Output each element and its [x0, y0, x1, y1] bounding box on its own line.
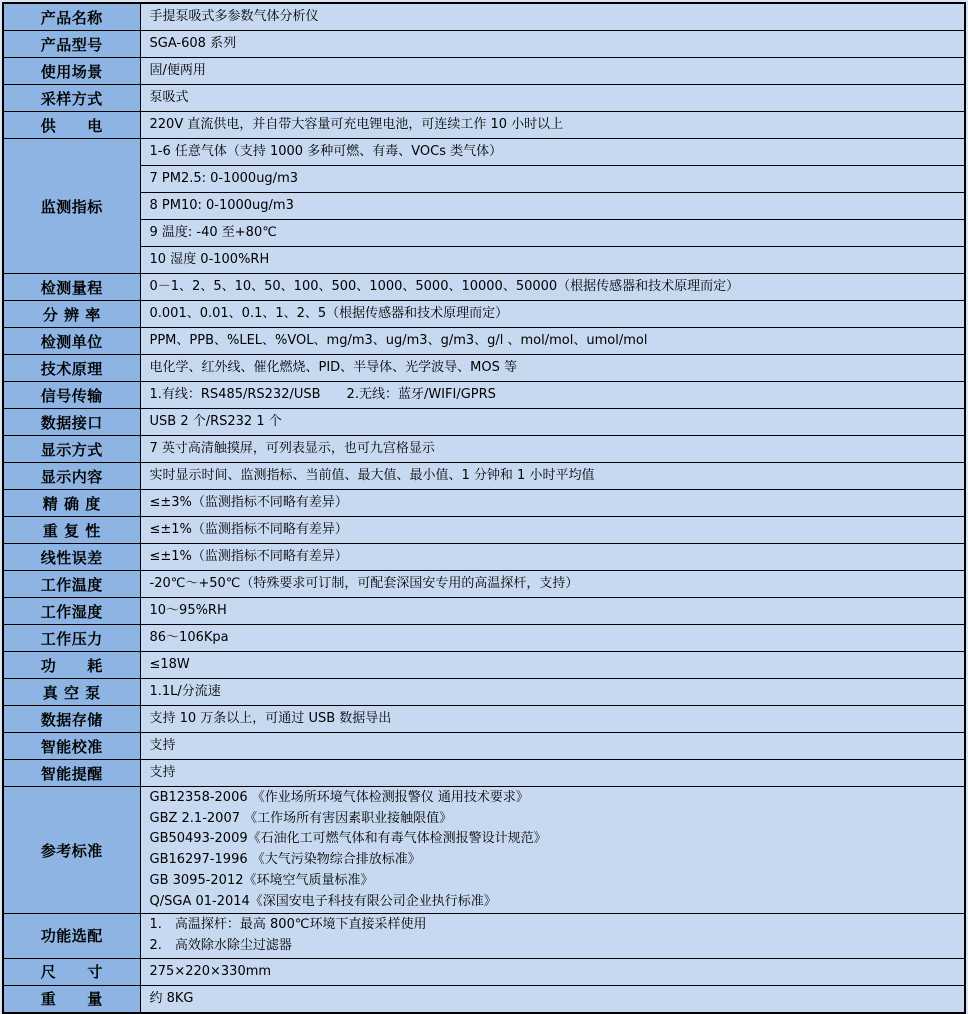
row-value-text: 1. 高温探杆：最高 800℃环境下直接采样使用 [149, 917, 427, 933]
row-value-text: GB50493-2009《石油化工可燃气体和有毒气体检测报警设计规范》 [149, 831, 547, 847]
row-label: 重 量 [3, 985, 140, 1013]
row-value-text: GBZ 2.1-2007 《工作场所有害因素职业接触限值》 [149, 810, 453, 826]
row-value [140, 625, 965, 652]
table-row [3, 914, 965, 958]
table-row [3, 760, 965, 787]
row-value-text: 1.有线：RS485/RS232/USB 2.无线：蓝牙/WIFI/GPRS [149, 387, 496, 402]
row-value-text: 7 英寸高清触摸屏，可列表显示，也可九宫格显示 [149, 441, 435, 456]
table-row [3, 733, 965, 760]
row-value-text: 固/便两用 [149, 63, 206, 78]
table-row [3, 436, 965, 463]
row-value-text: 86～106Kpa [149, 630, 229, 645]
row-label: 检测量程 [3, 274, 140, 301]
row-value [140, 382, 965, 409]
row-value-text: 10 湿度 0-100%RH [149, 252, 270, 267]
row-value [140, 652, 965, 679]
table-row [3, 193, 965, 220]
row-value-text: GB 3095-2012《环境空气质量标准》 [149, 872, 374, 888]
row-label: 显示方式 [3, 436, 140, 463]
row-label: 工作压力 [3, 625, 140, 652]
row-value-text: GB16297-1996 《大气污染物综合排放标准》 [149, 852, 421, 868]
table-row [3, 328, 965, 355]
row-value [140, 490, 965, 517]
row-value [140, 3, 965, 31]
table-row [3, 652, 965, 679]
row-label: 分 辨 率 [3, 301, 140, 328]
row-label: 智能校准 [3, 733, 140, 760]
table-row [3, 787, 965, 914]
row-label: 智能提醒 [3, 760, 140, 787]
row-label: 技术原理 [3, 355, 140, 382]
table-row [3, 247, 965, 274]
row-value [140, 247, 965, 274]
table-row [3, 409, 965, 436]
row-label: 工作湿度 [3, 598, 140, 625]
row-value-text: 支持 [149, 738, 176, 753]
row-label: 监测指标 [3, 139, 140, 274]
row-label: 参考标准 [3, 787, 140, 914]
table-row [3, 274, 965, 301]
row-label: 使用场景 [3, 58, 140, 85]
table-row [3, 382, 965, 409]
table-row [3, 355, 965, 382]
table-row [3, 706, 965, 733]
row-value [140, 544, 965, 571]
row-value-text: 泵吸式 [149, 90, 189, 105]
row-value-text: ≤±1%（监测指标不同略有差异） [149, 522, 348, 537]
row-value-text: 实时显示时间、监测指标、当前值、最大值、最小值、1 分钟和 1 小时平均值 [149, 468, 595, 483]
row-value-text: 支持 [149, 765, 176, 780]
row-value [140, 58, 965, 85]
row-value-text: 手提泵吸式多参数气体分析仪 [149, 9, 319, 24]
row-value [140, 679, 965, 706]
row-label: 尺 寸 [3, 958, 140, 985]
table-row [3, 544, 965, 571]
spec-table-body [3, 3, 965, 1013]
row-value-text: 0－1、2、5、10、50、100、500、1000、5000、10000、50000（根据传感器和技术原理而定） [149, 279, 740, 294]
table-row [3, 220, 965, 247]
row-value [140, 274, 965, 301]
row-value-text: ≤18W [149, 657, 190, 672]
row-value-text: 275×220×330mm [149, 963, 272, 979]
row-value [140, 85, 965, 112]
row-value [140, 166, 965, 193]
row-label: 检测单位 [3, 328, 140, 355]
table-row [3, 301, 965, 328]
row-value [140, 31, 965, 58]
row-value-text: GB12358-2006 《作业场所环境气体检测报警仪 通用技术要求》 [149, 790, 529, 805]
row-label: 功能选配 [3, 914, 140, 958]
table-row [3, 679, 965, 706]
row-value [140, 301, 965, 328]
row-value-text: 8 PM10: 0-1000ug/m3 [149, 198, 294, 213]
row-value [140, 409, 965, 436]
table-row [3, 958, 965, 985]
row-value [140, 355, 965, 382]
row-value [140, 112, 965, 139]
row-value [140, 787, 965, 914]
row-label: 产品型号 [3, 31, 140, 58]
row-value [140, 985, 965, 1013]
row-label: 真 空 泵 [3, 679, 140, 706]
table-row [3, 490, 965, 517]
row-value-text: 0.001、0.01、0.1、1、2、5（根据传感器和技术原理而定） [149, 306, 509, 321]
row-label: 功 耗 [3, 652, 140, 679]
row-label: 工作温度 [3, 571, 140, 598]
row-value-text: -20℃～+50℃（特殊要求可订制，可配套深国安专用的高温探杆，支持） [149, 576, 579, 591]
table-row [3, 985, 965, 1013]
row-label: 线性误差 [3, 544, 140, 571]
row-value [140, 914, 965, 958]
row-value-text: USB 2 个/RS232 1 个 [149, 414, 282, 429]
row-value-text: 10～95%RH [149, 603, 227, 618]
row-value [140, 463, 965, 490]
product-spec-table [2, 2, 966, 1014]
row-value-text: ≤±1%（监测指标不同略有差异） [149, 549, 348, 564]
row-value [140, 733, 965, 760]
row-value-text: 2. 高效除水除尘过滤器 [149, 937, 292, 953]
row-value-text: 支持 10 万条以上，可通过 USB 数据导出 [149, 711, 392, 726]
row-label: 信号传输 [3, 382, 140, 409]
row-value [140, 598, 965, 625]
row-value [140, 571, 965, 598]
row-value-text: 220V 直流供电，并自带大容量可充电锂电池，可连续工作 10 小时以上 [149, 117, 564, 132]
row-value [140, 958, 965, 985]
row-label: 采样方式 [3, 85, 140, 112]
table-row [3, 463, 965, 490]
row-label: 数据存储 [3, 706, 140, 733]
row-value-text: 1-6 任意气体（支持 1000 多种可燃、有毒、VOCs 类气体） [149, 144, 503, 159]
row-label: 显示内容 [3, 463, 140, 490]
table-row [3, 112, 965, 139]
row-value-text: 约 8KG [149, 990, 194, 1006]
row-value [140, 193, 965, 220]
row-value [140, 760, 965, 787]
row-label: 重 复 性 [3, 517, 140, 544]
row-value-text: ≤±3%（监测指标不同略有差异） [149, 495, 348, 510]
row-value [140, 706, 965, 733]
row-value-text: PPM、PPB、%LEL、%VOL、mg/m3、ug/m3、g/m3、g/l 、mol/mol、umol/mol [149, 333, 648, 348]
row-value-text: 1.1L/分流速 [149, 684, 221, 699]
table-row [3, 625, 965, 652]
table-row [3, 31, 965, 58]
row-label: 供 电 [3, 112, 140, 139]
row-value [140, 139, 965, 166]
row-value-text: 9 温度: -40 至+80℃ [149, 225, 277, 240]
table-row [3, 166, 965, 193]
table-row [3, 3, 965, 31]
row-label: 数据接口 [3, 409, 140, 436]
row-value [140, 436, 965, 463]
row-value-text: SGA-608 系列 [149, 36, 237, 51]
table-row [3, 598, 965, 625]
table-row [3, 85, 965, 112]
row-value-text: Q/SGA 01-2014《深国安电子科技有限公司企业执行标准》 [149, 893, 497, 909]
table-row [3, 139, 965, 166]
table-row [3, 571, 965, 598]
row-label: 精 确 度 [3, 490, 140, 517]
row-value [140, 517, 965, 544]
table-row [3, 58, 965, 85]
row-label: 产品名称 [3, 3, 140, 31]
row-value [140, 328, 965, 355]
table-row [3, 517, 965, 544]
row-value-text: 7 PM2.5: 0-1000ug/m3 [149, 171, 298, 186]
row-value-text: 电化学、红外线、催化燃烧、PID、半导体、光学波导、MOS 等 [149, 360, 518, 375]
row-value [140, 220, 965, 247]
